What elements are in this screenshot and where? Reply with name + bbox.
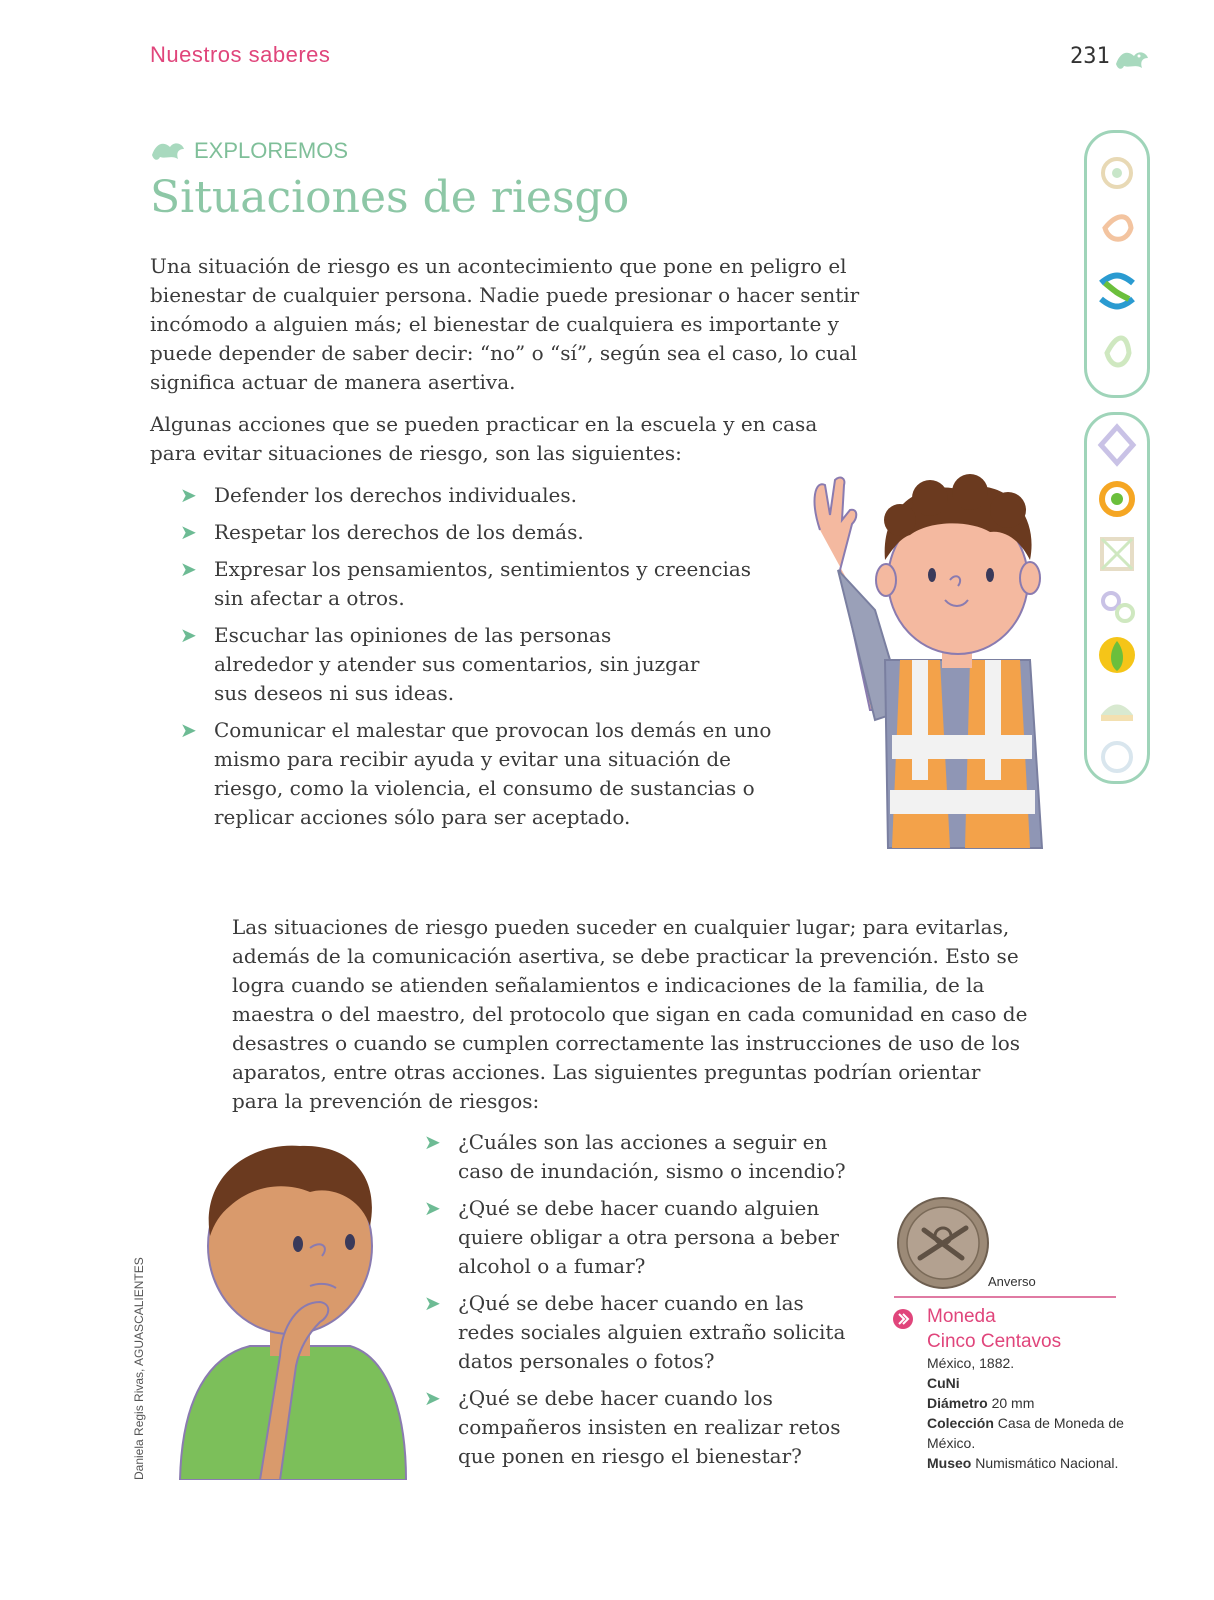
arrow-right-icon: ➤: [424, 1291, 441, 1315]
page-title: Situaciones de riesgo: [150, 172, 630, 223]
dragon-icon: [150, 139, 188, 163]
coin-image: [896, 1196, 990, 1290]
coin-details: México, 1882. CuNi Diámetro 20 mm Colección Casa de Moneda de México. Museo Numismático Nacional.: [927, 1355, 1124, 1471]
arrow-right-icon: ➤: [180, 718, 197, 742]
arrow-right-icon: ➤: [180, 483, 197, 507]
prevention-paragraph: Las situaciones de riesgo pueden suceder en cualquier lugar; para evitarlas, además de la comunicación asertiva, se debe practicar la prevención. Esto se logra cuando se atienden señalamientos e indicaciones de la familia, de la maestra o del maestro, del protocolo que sigan en cada comunidad en caso de desastres o cuando se cumplen correctamente las instrucciones de uso de los aparatos, entre otras acciones. Las siguientes preguntas podrían orientar para la prevención de riesgos:: [232, 915, 1028, 1113]
list-item: ➤ Expresar los pensamientos, sentimientos y creencias sin afectar a otros.: [180, 557, 752, 610]
coin-divider: [894, 1296, 1116, 1298]
intro-paragraph-2: Algunas acciones que se pueden practicar en la escuela y en casa para evitar situaciones de riesgo, son las siguientes:: [150, 412, 818, 465]
running-header: Nuestros saberes: [150, 42, 331, 67]
actions-list: [180, 481, 780, 840]
illustration-credit: Daniela Regis Rivas, AGUASCALIENTES: [132, 1257, 146, 1480]
sidebar-fields-group: [1084, 130, 1150, 398]
coin-title: Moneda Cinco Centavos: [927, 1306, 1062, 1352]
boy-thinking-illustration: [170, 1136, 410, 1480]
sidebar-axis-icons: [1087, 133, 1147, 395]
arrow-right-icon: ➤: [180, 520, 197, 544]
list-item: ➤ ¿Qué se debe hacer cuando alguien quiere obligar a otra persona a beber alcohol o a fumar?: [424, 1196, 839, 1278]
chevron-right-icon: [892, 1308, 914, 1330]
section-label-text: EXPLOREMOS: [194, 138, 349, 163]
arrow-right-icon: ➤: [180, 557, 197, 581]
list-item: ➤ Respetar los derechos de los demás.: [180, 518, 780, 547]
list-item: ➤ Defender los derechos individuales.: [180, 481, 780, 510]
section-label: [150, 138, 348, 164]
arrow-right-icon: ➤: [424, 1130, 441, 1154]
questions-list: [424, 1128, 864, 1479]
sidebar-axis-icons: [1087, 415, 1147, 781]
list-item: ➤ Comunicar el malestar que provocan los demás en uno mismo para recibir ayuda y evitar una situación de riesgo, como la violencia, el consumo de sustancias o replicar acciones sólo para ser aceptado.: [180, 718, 772, 829]
arrow-right-icon: ➤: [424, 1196, 441, 1220]
arrow-right-icon: ➤: [180, 623, 197, 647]
list-item: ➤ ¿Qué se debe hacer cuando en las redes sociales alguien extraño solicita datos personales o fotos?: [424, 1291, 846, 1373]
list-item: ➤ ¿Cuáles son las acciones a seguir en caso de inundación, sismo o incendio?: [424, 1130, 846, 1183]
arrow-right-icon: ➤: [424, 1386, 441, 1410]
dragon-icon: [1112, 46, 1152, 74]
list-item: ➤ ¿Qué se debe hacer cuando los compañeros insisten en realizar retos que ponen en riesgo el bienestar?: [424, 1386, 841, 1468]
sidebar-axes-group: [1084, 412, 1150, 784]
page-number: 231: [1070, 44, 1110, 69]
coin-side-label: Anverso: [988, 1274, 1036, 1289]
boy-waving-illustration: [780, 460, 1060, 850]
list-item: ➤ Escuchar las opiniones de las personas alrededor y atender sus comentarios, sin juzgar sus deseos ni sus ideas.: [180, 623, 700, 705]
intro-paragraph-1: Una situación de riesgo es un acontecimiento que pone en peligro el bienestar de cualquier persona. Nadie puede presionar o hacer sentir incómodo a alguien más; el bienestar de cualquiera es importante y puede depender de saber decir: “no” o “sí”, según sea el caso, lo cual significa actuar de manera asertiva.: [150, 254, 860, 394]
